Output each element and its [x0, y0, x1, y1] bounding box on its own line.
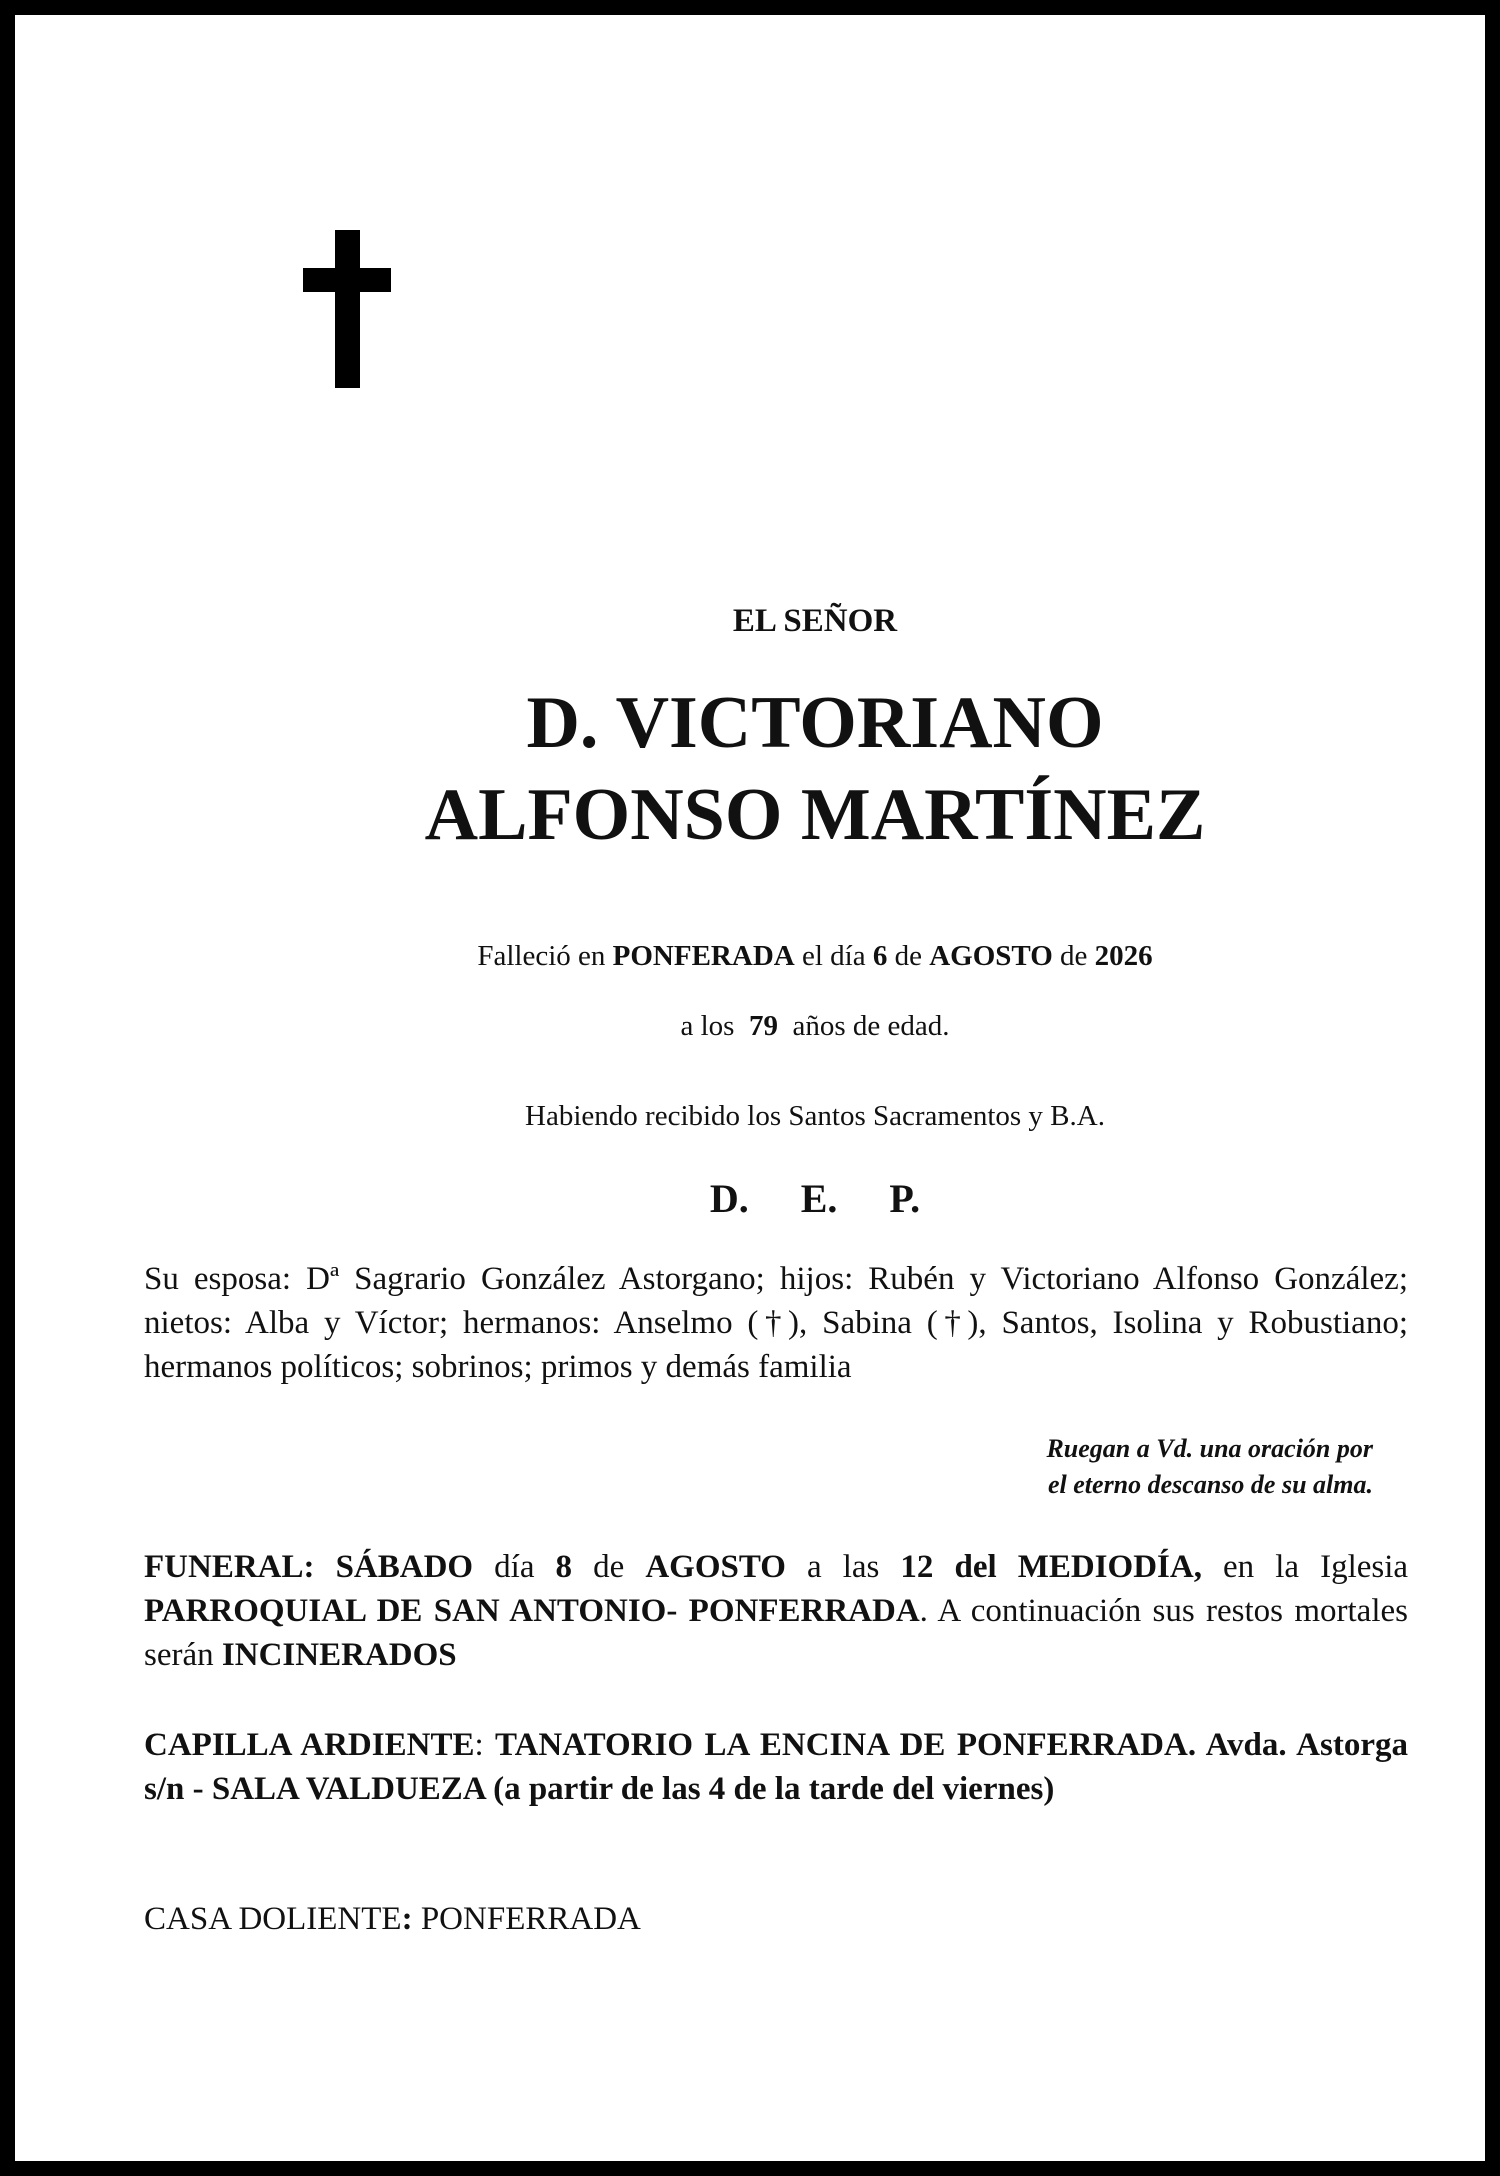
age-prefix: a los	[680, 1010, 735, 1042]
funeral-weekday: SÁBADO	[335, 1549, 474, 1585]
age-suffix: años de edad.	[792, 1010, 950, 1042]
death-of-1: de	[894, 940, 922, 972]
age-value: 79	[748, 1010, 778, 1042]
dep-d: D.	[709, 1176, 749, 1221]
casa-sep: :	[401, 1901, 413, 1937]
casa-paragraph	[144, 1897, 1408, 1941]
funeral-text-3: a las	[807, 1549, 880, 1585]
death-place: PONFERADA	[612, 940, 795, 972]
funeral-text-1: día	[494, 1549, 535, 1585]
death-year: 2026	[1094, 940, 1153, 972]
dep-line	[315, 1175, 1315, 1222]
death-day: 6	[872, 940, 888, 972]
capilla-label: CAPILLA ARDIENTE	[144, 1727, 475, 1763]
funeral-text-5: . A continuación sus restos mortales serán	[144, 1593, 1408, 1673]
funeral-church: PARROQUIAL DE SAN ANTONIO- PONFERRADA	[144, 1593, 920, 1629]
funeral-text-4: en la Iglesia	[1223, 1549, 1409, 1585]
casa-label: CASA DOLIENTE	[144, 1901, 402, 1937]
funeral-action: INCINERADOS	[221, 1637, 457, 1673]
funeral-time: 12 del MEDIODÍA,	[900, 1549, 1202, 1585]
funeral-paragraph	[144, 1545, 1408, 1677]
death-day-prefix: el día	[801, 940, 866, 972]
death-details	[315, 940, 1315, 973]
deceased-name	[315, 677, 1315, 861]
capilla-paragraph	[144, 1723, 1408, 1811]
funeral-label: FUNERAL:	[144, 1549, 315, 1585]
capilla-text: TANATORIO LA ENCINA DE PONFERRADA. Avda. Astorga s/n - SALA VALDUEZA (a partir de las 4 de la tarde del viernes)	[144, 1727, 1408, 1807]
death-of-2: de	[1060, 940, 1088, 972]
funeral-day: 8	[555, 1549, 573, 1585]
latin-cross-icon	[303, 230, 391, 388]
cross-horizontal-bar	[303, 268, 391, 292]
prayer-note	[973, 1431, 1373, 1503]
deceased-name-line-1: D. VICTORIANO	[526, 682, 1104, 764]
prayer-line-1: Ruegan a Vd. una oración por	[1046, 1434, 1373, 1463]
death-month: AGOSTO	[929, 940, 1053, 972]
prayer-line-2: el eterno descanso de su alma.	[1048, 1470, 1373, 1499]
title-el-senor: EL SEÑOR	[732, 603, 898, 639]
capilla-sep: :	[474, 1727, 484, 1763]
cross-vertical-bar	[335, 230, 360, 388]
dep-e: E.	[800, 1176, 838, 1221]
death-prefix: Falleció en	[477, 940, 606, 972]
casa-place: PONFERRADA	[420, 1901, 641, 1937]
sacraments-line: Habiendo recibido los Santos Sacramentos y B.A.	[525, 1100, 1105, 1132]
funeral-text-2: de	[593, 1549, 625, 1585]
deceased-name-line-2: ALFONSO MARTÍNEZ	[424, 774, 1206, 856]
family-paragraph: Su esposa: Dª Sagrario González Astorgano; hijos: Rubén y Victoriano Alfonso González; nietos: Alba y Víctor; hermanos: Anselmo (†), Sabina (†), Santos, Isolina y Robustiano; hermanos políticos; sobrinos; primos y demás familia	[144, 1261, 1408, 1385]
funeral-month: AGOSTO	[645, 1549, 786, 1585]
age-line	[315, 1010, 1315, 1043]
dep-p: P.	[889, 1176, 921, 1221]
